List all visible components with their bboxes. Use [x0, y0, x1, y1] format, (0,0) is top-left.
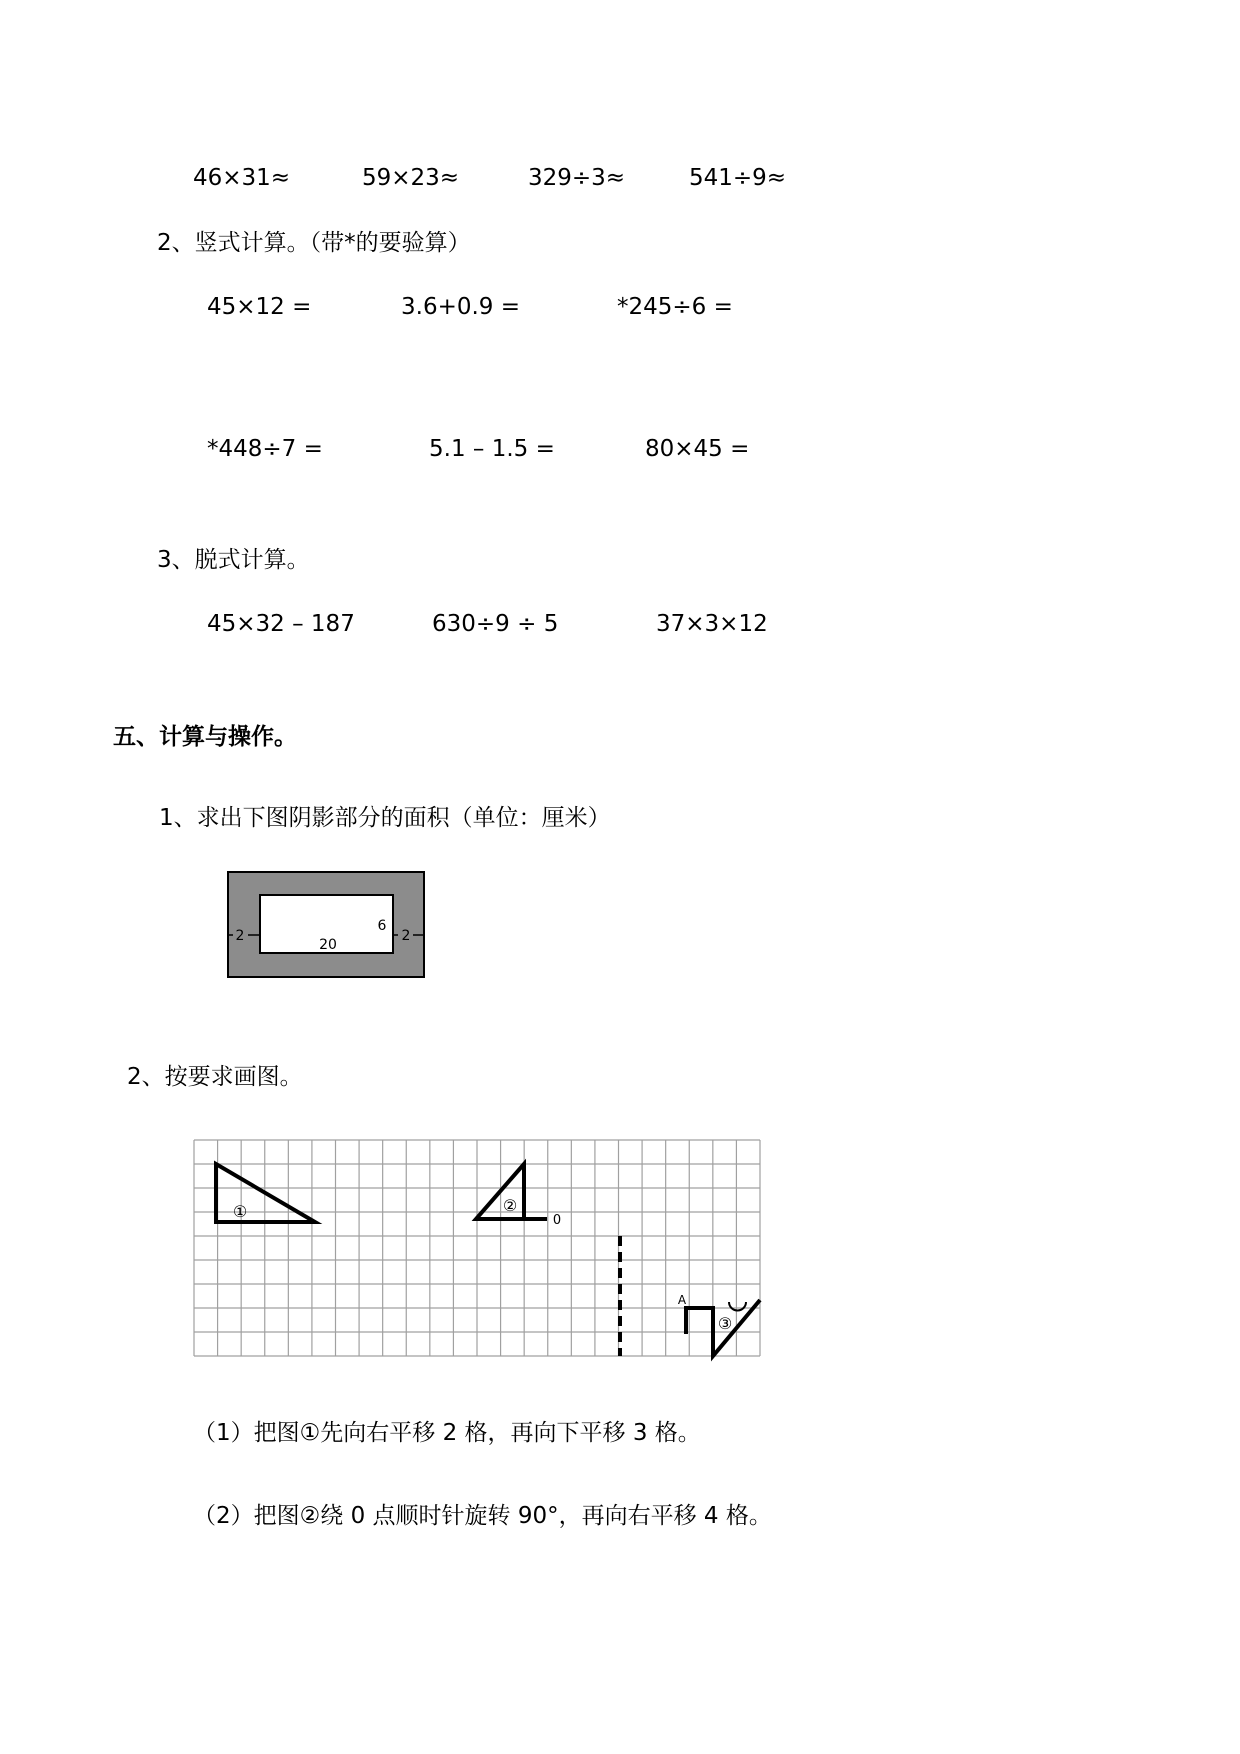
stepwise-calc-item-2: 630÷9 ÷ 5	[432, 611, 559, 637]
right-width-label: 2	[401, 928, 411, 944]
shape-1-label: ①	[232, 1202, 248, 1221]
left-width-label: 2	[235, 928, 245, 944]
vertical-calc-item-6: 80×45 =	[645, 436, 750, 462]
triangle-shape-1	[216, 1164, 315, 1222]
point-a-label: A	[677, 1293, 687, 1307]
area-question-title: 1、求出下图阴影部分的面积（单位：厘米）	[159, 805, 611, 831]
vertical-calc-item-4: *448÷7 =	[207, 436, 323, 462]
instruction-2: （2）把图②绕 0 点顺时针旋转 90°，再向右平移 4 格。	[193, 1503, 772, 1529]
instruction-1: （1）把图①先向右平移 2 格，再向下平移 3 格。	[193, 1420, 701, 1446]
estimate-item-2: 59×23≈	[362, 165, 460, 191]
estimate-item-1: 46×31≈	[193, 165, 291, 191]
vertical-calc-item-2: 3.6+0.9 =	[401, 294, 521, 320]
vertical-calc-item-3: *245÷6 =	[617, 294, 733, 320]
shaded-rectangle-figure	[227, 871, 427, 979]
estimate-item-4: 541÷9≈	[689, 165, 787, 191]
stepwise-calc-item-1: 45×32 – 187	[207, 611, 355, 637]
shape-2-label: ②	[502, 1196, 518, 1215]
inner-width-label: 20	[319, 937, 337, 953]
shape-3-label: ③	[717, 1314, 733, 1333]
stepwise-calc-item-3: 37×3×12	[656, 611, 768, 637]
estimate-item-3: 329÷3≈	[528, 165, 626, 191]
vertical-calc-title: 2、竖式计算。（带*的要验算）	[157, 230, 471, 256]
shape-3-arc	[729, 1302, 746, 1311]
section-five-title: 五、计算与操作。	[113, 724, 297, 750]
grid-lines	[194, 1140, 760, 1356]
inner-height-label: 6	[377, 918, 387, 934]
stepwise-calc-title: 3、脱式计算。	[157, 547, 310, 573]
vertical-calc-item-5: 5.1 – 1.5 =	[429, 436, 555, 462]
drawing-question-title: 2、按要求画图。	[127, 1064, 303, 1090]
point-o-label: 0	[552, 1213, 562, 1228]
vertical-calc-item-1: 45×12 =	[207, 294, 312, 320]
grid-figure	[194, 1140, 760, 1356]
